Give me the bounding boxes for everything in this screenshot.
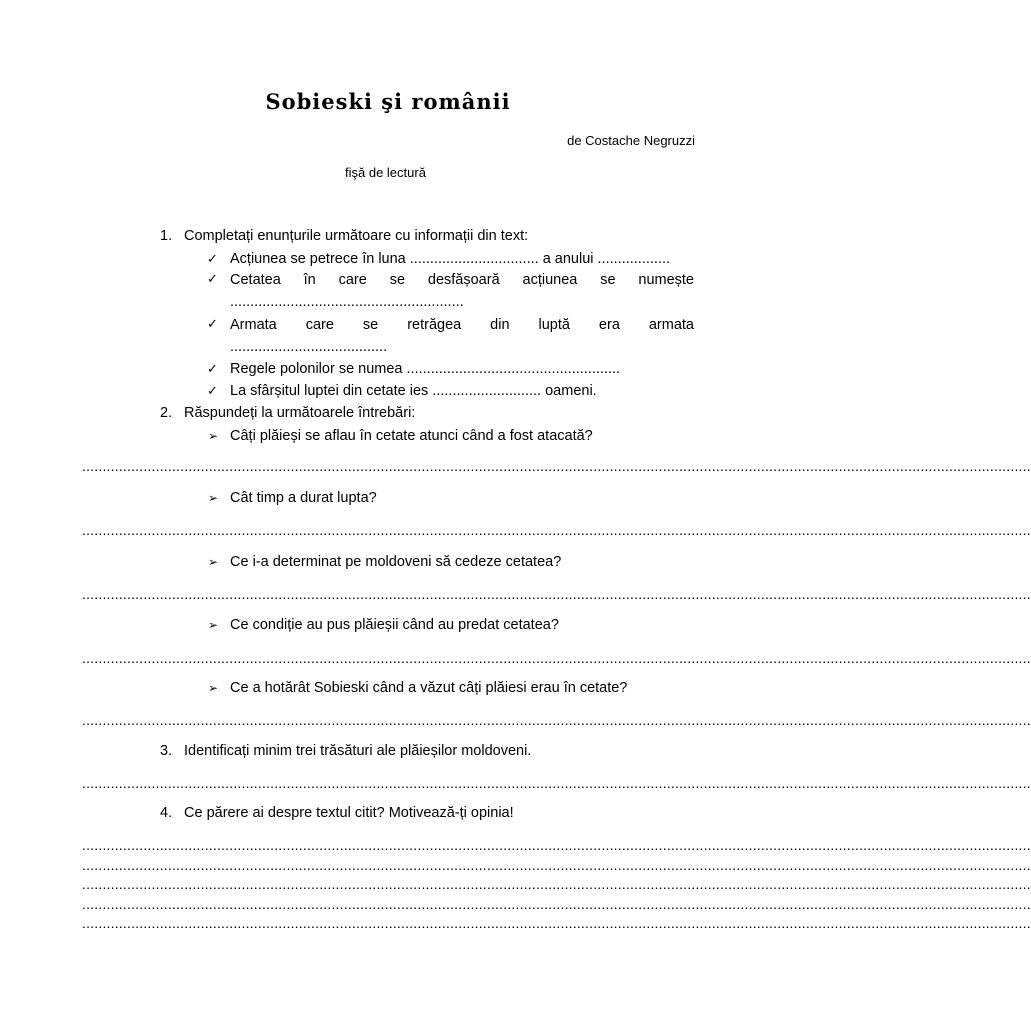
sub-question-text: Ce condiție au pus plăieșii când au predat cetatea?	[230, 617, 559, 633]
fill-in-statement: Cetatea în care se desfășoară acțiunea se numește	[230, 272, 694, 288]
fill-in-statement: Armata care se retrăgea din luptă era armata	[230, 317, 694, 333]
question-4-text: Ce părere ai despre textul citit? Motivează-ți opinia!	[184, 805, 514, 821]
answer-line[interactable]: ........................................................................................................................................................................................................................................	[82, 857, 1031, 873]
list-item	[207, 251, 670, 267]
question-2	[160, 405, 415, 421]
arrow-bullet-icon: ➢	[208, 681, 219, 695]
checkmark-icon: ✓	[207, 317, 218, 332]
answer-line[interactable]: ........................................................................................................................................................................................................................................	[82, 915, 1031, 931]
answer-line[interactable]: ........................................................................................................................................................................................................................................	[82, 586, 1031, 602]
question-1-text: Completați enunțurile următoare cu informații din text:	[184, 228, 529, 244]
question-1	[160, 228, 528, 244]
answer-line[interactable]: ........................................................................................................................................................................................................................................	[82, 896, 1031, 912]
worksheet-subtitle: fişă de lectură	[345, 165, 426, 180]
fill-in-statement: La sfârșitul luptei din cetate ies ........................... oameni.	[230, 383, 597, 399]
question-4	[160, 805, 514, 821]
question-4-number: 4.	[160, 805, 173, 821]
sub-question	[208, 680, 627, 696]
answer-line[interactable]: ........................................................................................................................................................................................................................................	[82, 876, 1031, 892]
arrow-bullet-icon: ➢	[208, 491, 219, 505]
checkmark-icon: ✓	[207, 252, 218, 267]
fill-in-statement: Acțiunea se petrece în luna ................................ a anului ..................	[230, 251, 671, 267]
question-1-number: 1.	[160, 228, 173, 244]
arrow-bullet-icon: ➢	[208, 618, 219, 632]
page-title: Sobieski şi românii	[265, 89, 511, 114]
answer-line[interactable]: ........................................................................................................................................................................................................................................	[82, 458, 1031, 474]
checkmark-icon: ✓	[207, 384, 218, 399]
question-2-number: 2.	[160, 405, 173, 421]
answer-line[interactable]: ........................................................................................................................................................................................................................................	[82, 775, 1031, 791]
checkmark-icon: ✓	[207, 362, 218, 377]
sub-question	[208, 490, 377, 506]
sub-question-text: Ce i-a determinat pe moldoveni să cedeze cetatea?	[230, 554, 562, 570]
arrow-bullet-icon: ➢	[208, 555, 219, 569]
question-3-number: 3.	[160, 743, 173, 759]
question-2-text: Răspundeți la următoarele întrebări:	[184, 405, 416, 421]
sub-question	[208, 428, 593, 444]
author-line: de Costache Negruzzi	[567, 133, 695, 148]
list-item	[207, 383, 597, 399]
sub-question-text: Cât timp a durat lupta?	[230, 490, 377, 506]
fill-in-statement: Regele polonilor se numea .....................................................	[230, 361, 621, 377]
fill-in-blank: ..........................................................	[230, 294, 464, 310]
arrow-bullet-icon: ➢	[208, 429, 219, 443]
question-3	[160, 743, 531, 759]
sub-question	[208, 617, 559, 633]
sub-question-text: Câți plăieși se aflau în cetate atunci când a fost atacată?	[230, 428, 593, 444]
answer-line[interactable]: ........................................................................................................................................................................................................................................	[82, 522, 1031, 538]
sub-question	[208, 554, 561, 570]
answer-line[interactable]: ........................................................................................................................................................................................................................................	[82, 837, 1031, 853]
answer-line[interactable]: ........................................................................................................................................................................................................................................	[82, 712, 1031, 728]
sub-question-text: Ce a hotărât Sobieski când a văzut câți plăiesi erau în cetate?	[230, 680, 628, 696]
answer-line[interactable]: ........................................................................................................................................................................................................................................	[82, 650, 1031, 666]
fill-in-blank: .......................................	[230, 339, 388, 355]
checkmark-icon: ✓	[207, 272, 218, 287]
question-3-text: Identificați minim trei trăsături ale plăieșilor moldoveni.	[184, 743, 532, 759]
list-item	[207, 361, 620, 377]
